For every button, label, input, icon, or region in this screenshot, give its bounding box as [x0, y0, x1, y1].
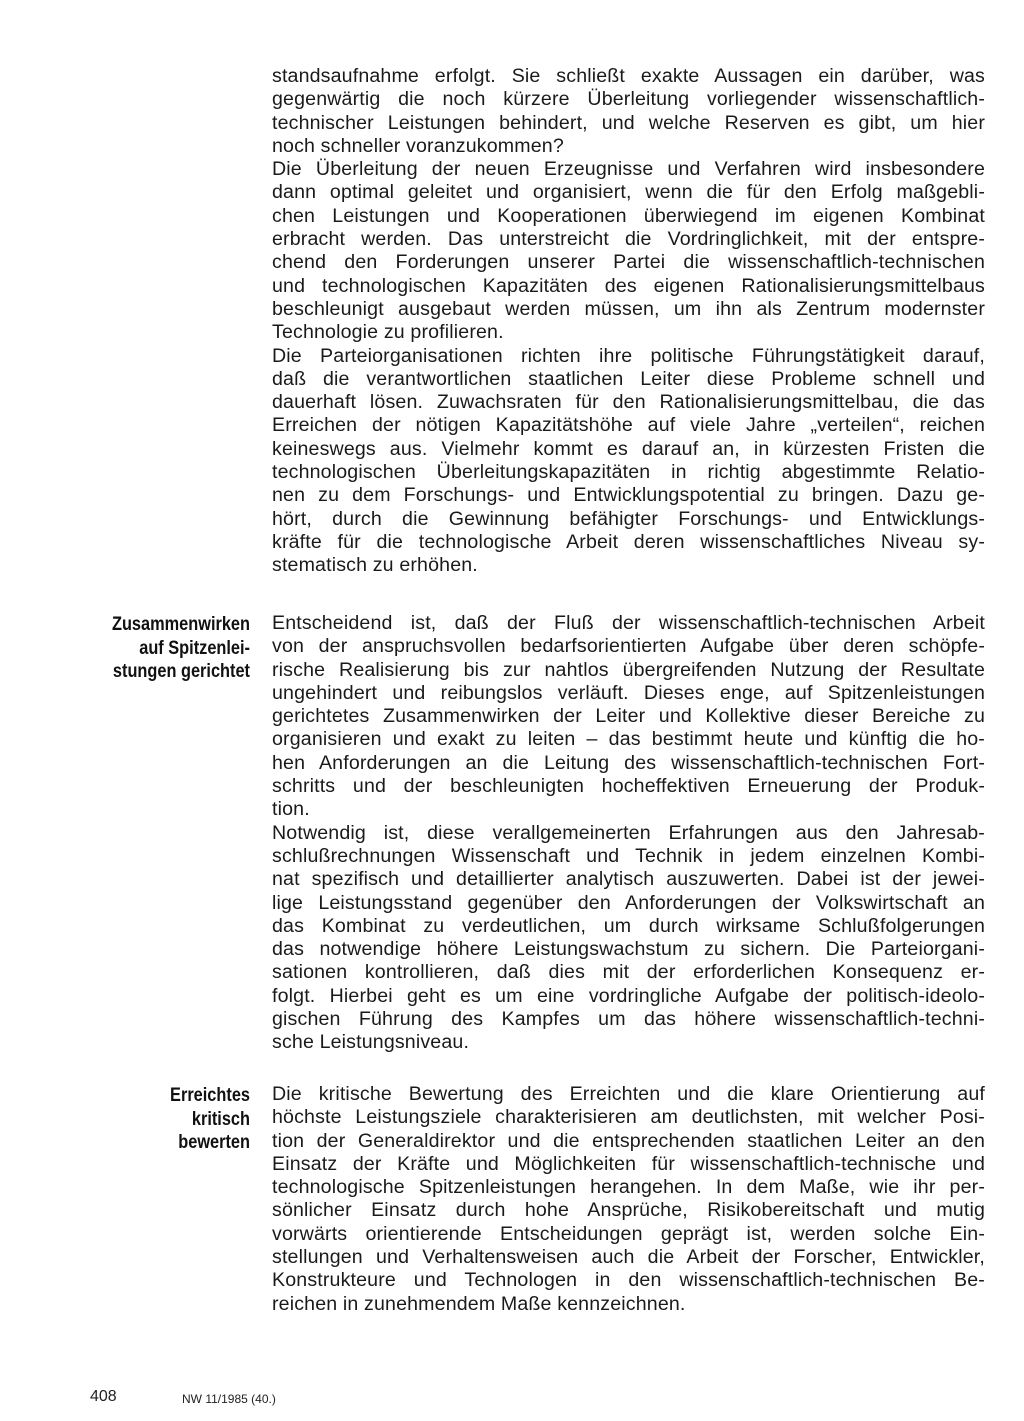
- page-number: 408: [90, 1388, 117, 1405]
- text-line: Notwendig ist, diese verallgemeinerten Erfahrungen aus den Jahresab-: [272, 821, 985, 844]
- text-line: nat spezifisch und detaillierter analytisch auszuwerten. Dabei ist der jewei-: [272, 868, 985, 891]
- text-line: höchste Leistungsziele charakterisieren am deutlichsten, mit welcher Posi-: [272, 1106, 985, 1129]
- text-line: beschleunigt ausgebaut werden müssen, um ihn als Zentrum modernster: [272, 297, 985, 320]
- text-line: Einsatz der Kräfte und Möglichkeiten für wissenschaftlich-technische und: [272, 1152, 985, 1175]
- text-line: dauerhaft lösen. Zuwachsraten für den Rationalisierungsmittelbau, die das: [272, 391, 985, 414]
- text-line: tion.: [272, 798, 310, 821]
- text-line: chen Leistungen und Kooperationen überwiegend im eigenen Kombinat: [272, 204, 985, 227]
- paragraph-block-erreichtes: [272, 1083, 985, 1316]
- text-line: Die Parteiorganisationen richten ihre politische Führungstätigkeit darauf,: [272, 344, 985, 367]
- text-line: gegenwärtig die noch kürzere Überleitung vorliegender wissenschaftlich-: [272, 88, 985, 111]
- text-line: kräfte für die technologische Arbeit deren wissenschaftliches Niveau sy-: [272, 530, 985, 553]
- text-line: nen zu dem Forschungs- und Entwicklungspotential zu bringen. Dazu ge-: [272, 484, 985, 507]
- text-line: tion der Generaldirektor und die entsprechenden staatlichen Leiter an den: [272, 1129, 985, 1152]
- side-heading-line: kritisch: [191, 1108, 250, 1130]
- text-line: chend den Forderungen unserer Partei die wissenschaftlich-technischen: [272, 251, 985, 274]
- text-line: keineswegs aus. Vielmehr kommt es darauf an, in kürzesten Fristen die: [272, 437, 985, 460]
- text-line: technologischen Überleitungskapazitäten in richtig abgestimmte Relatio-: [272, 461, 985, 484]
- paragraph-block-zusammenwirken: [272, 612, 985, 1055]
- text-line: von der anspruchsvollen bedarfsorientierten Aufgabe über deren schöpfe-: [272, 635, 985, 658]
- text-line: schritts und der beschleunigten hocheffektiven Erneuerung der Produk-: [272, 775, 985, 798]
- side-heading-zusammenwirken: [78, 613, 250, 684]
- side-heading-erreichtes: [78, 1084, 250, 1155]
- text-line: technologische Spitzenleistungen herangehen. In dem Maße, wie ihr per-: [272, 1176, 985, 1199]
- text-line: folgt. Hierbei geht es um eine vordringliche Aufgabe der politisch-ideolo-: [272, 984, 985, 1007]
- text-line: das notwendige höhere Leistungswachstum zu sichern. Die Parteiorgani-: [272, 938, 985, 961]
- text-line: gerichtetes Zusammenwirken der Leiter und Kollektive dieser Bereiche zu: [272, 705, 985, 728]
- text-line: Entscheidend ist, daß der Fluß der wissenschaftlich-technischen Arbeit: [272, 612, 985, 634]
- side-heading-line: Zusammenwirken: [111, 614, 250, 635]
- text-line: rische Realisierung bis zur nahtlos übergreifenden Nutzung der Resultate: [272, 658, 985, 681]
- text-line: stematisch zu erhöhen.: [272, 554, 478, 577]
- text-line: hört, durch die Gewinnung befähigter Forschungs- und Entwicklungs-: [272, 507, 985, 530]
- paragraph-block-intro: [272, 65, 985, 578]
- issue-reference: NW 11/1985 (40.): [182, 1392, 276, 1406]
- text-line: das Kombinat zu verdeutlichen, um durch wirksame Schlußfolgerungen: [272, 914, 985, 937]
- text-line: dann optimal geleitet und organisiert, wenn die für den Erfolg maßgebli-: [272, 181, 985, 204]
- side-heading-line: bewerten: [178, 1132, 250, 1153]
- text-line: organisieren und exakt zu leiten – das bestimmt heute und künftig die ho-: [272, 728, 985, 751]
- text-line: sationen kontrollieren, daß dies mit der erforderlichen Konsequenz er-: [272, 961, 985, 984]
- text-line: hen Anforderungen an die Leitung des wissenschaftlich-technischen Fort-: [272, 751, 985, 774]
- text-line: und technologischen Kapazitäten des eigenen Rationalisierungsmittelbaus: [272, 274, 985, 297]
- text-line: lige Leistungsstand gegenüber den Anforderungen der Volkswirtschaft an: [272, 891, 985, 914]
- text-line: vorwärts orientierende Entscheidungen geprägt ist, werden solche Ein-: [272, 1222, 985, 1245]
- side-heading-line: auf Spitzenlei-: [139, 637, 250, 659]
- text-line: Die Überleitung der neuen Erzeugnisse und Verfahren wird insbesondere: [272, 158, 985, 181]
- text-line: standsaufnahme erfolgt. Sie schließt exakte Aussagen ein darüber, was: [272, 65, 985, 87]
- text-line: erbracht werden. Das unterstreicht die Vordringlichkeit, mit der entspre-: [272, 228, 985, 251]
- text-line: noch schneller voranzukommen?: [272, 134, 564, 157]
- text-line: technischer Leistungen behindert, und welche Reserven es gibt, um hier: [272, 111, 985, 134]
- text-line: Technologie zu profilieren.: [272, 321, 504, 344]
- text-line: reichen in zunehmendem Maße kennzeichnen.: [272, 1292, 686, 1315]
- side-heading-line: stungen gerichtet: [112, 661, 250, 682]
- text-line: sönlicher Einsatz durch hohe Ansprüche, Risikobereitschaft und mutig: [272, 1199, 985, 1222]
- text-line: schlußrechnungen Wissenschaft und Technik in jedem einzelnen Kombi-: [272, 844, 985, 867]
- text-line: Die kritische Bewertung des Erreichten und die klare Orientierung auf: [272, 1083, 985, 1105]
- text-line: daß die verantwortlichen staatlichen Leiter diese Probleme schnell und: [272, 367, 985, 390]
- text-line: stellungen und Verhaltensweisen auch die Arbeit der Forscher, Entwickler,: [272, 1246, 985, 1269]
- text-line: sche Leistungsniveau.: [272, 1031, 470, 1054]
- text-line: gischen Führung des Kampfes um das höhere wissenschaftlich-techni-: [272, 1008, 985, 1031]
- text-line: Konstrukteure und Technologen in den wissenschaftlich-technischen Be-: [272, 1269, 985, 1292]
- side-heading-line: Erreichtes: [170, 1085, 250, 1106]
- text-line: ungehindert und reibungslos verläuft. Dieses enge, auf Spitzenleistungen: [272, 681, 985, 704]
- text-line: Erreichen der nötigen Kapazitätshöhe auf viele Jahre „verteilen“, reichen: [272, 414, 985, 437]
